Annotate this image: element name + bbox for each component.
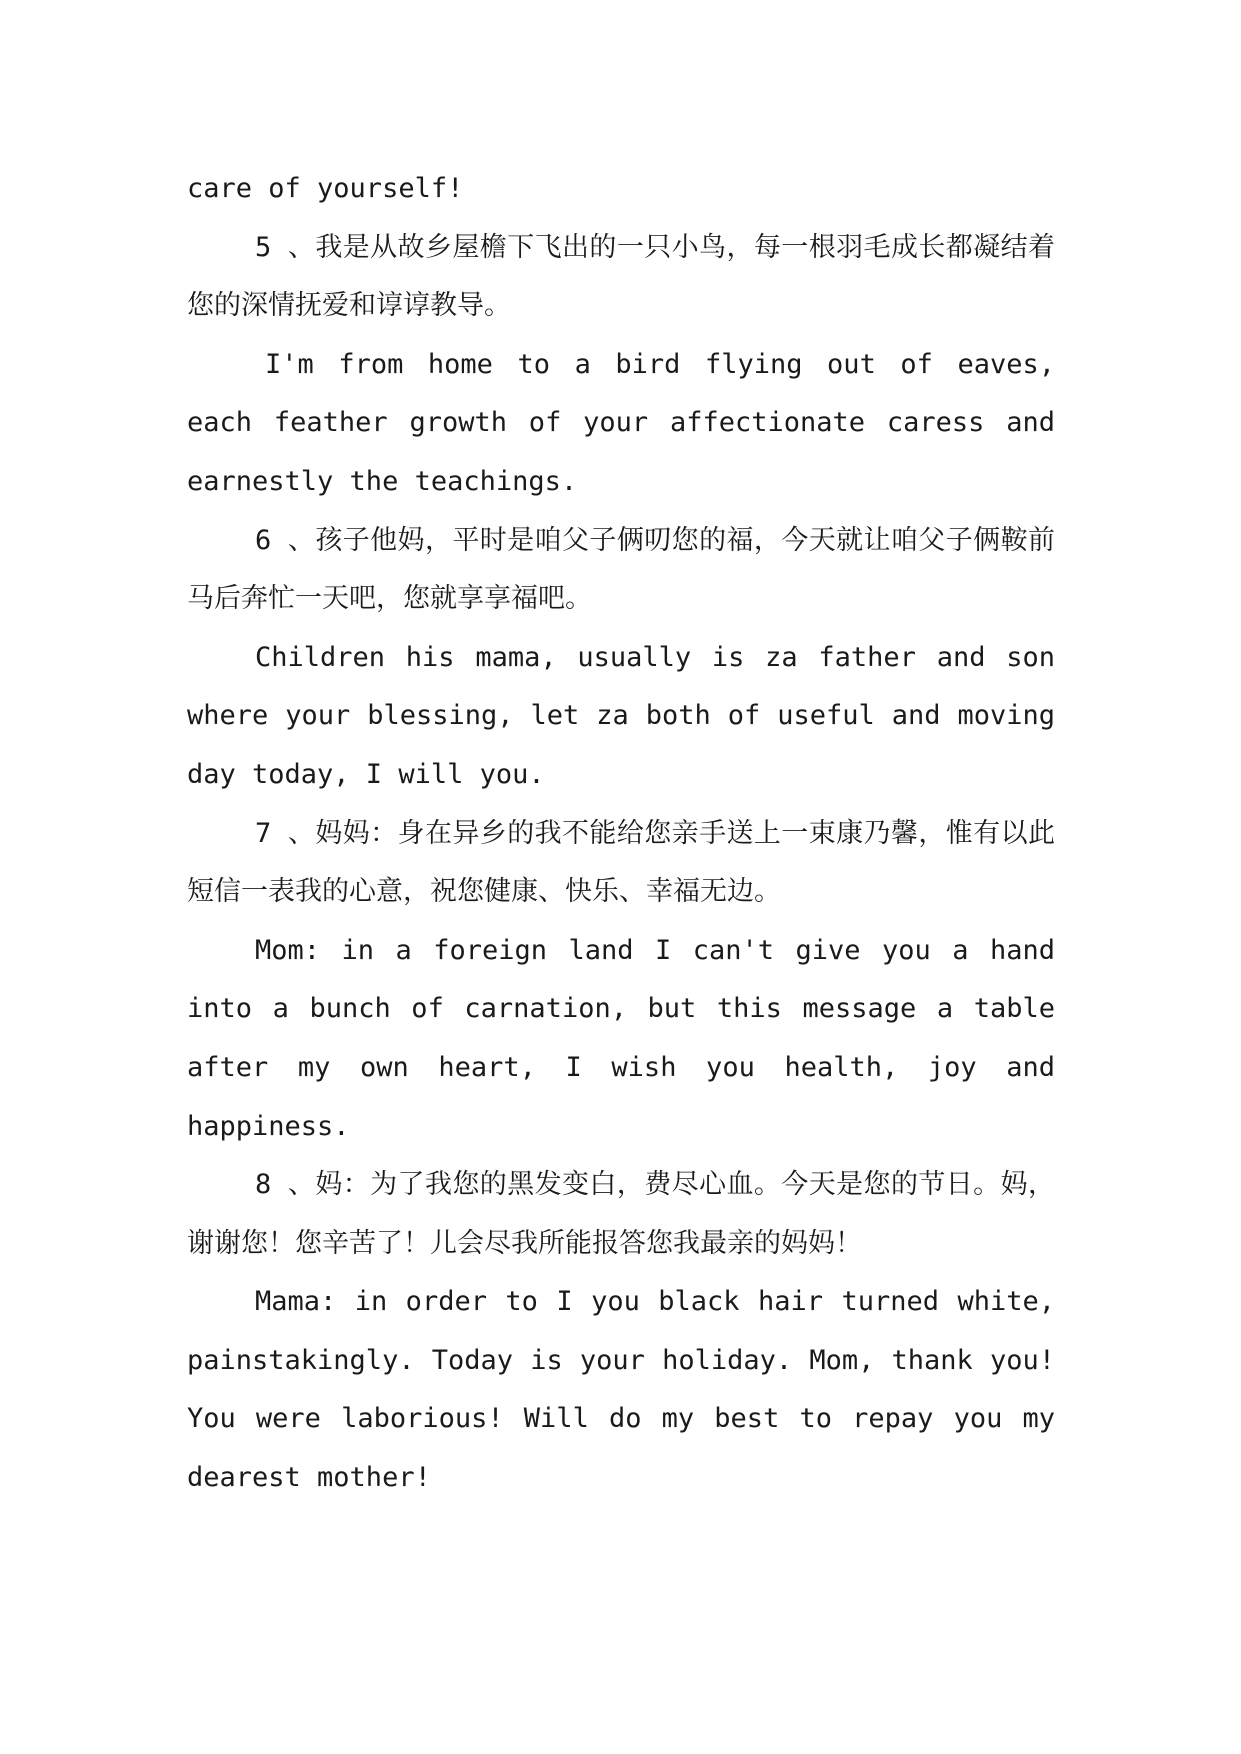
paragraph-item-5-chinese: 5 、我是从故乡屋檐下飞出的一只小鸟，每一根羽毛成长都凝结着您的深情抚爱和谆谆教导。 — [187, 231, 1055, 322]
paragraph-item-7-english: Mom: in a foreign land I can't give you a hand into a bunch of carnation, but this message a table after my own heart, I wish you health, joy and happiness. — [187, 934, 1055, 1142]
paragraph-item-7-chinese: 7 、妈妈：身在异乡的我不能给您亲手送上一束康乃馨，惟有以此短信一表我的心意，祝您健康、快乐、幸福无边。 — [187, 817, 1055, 908]
paragraph-item-6-chinese: 6 、孩子他妈，平时是咱父子俩叨您的福，今天就让咱父子俩鞍前马后奔忙一天吧，您就享享福吧。 — [187, 524, 1055, 615]
paragraph-item-8-chinese: 8 、妈：为了我您的黑发变白，费尽心血。今天是您的节日。妈，谢谢您！您辛苦了！儿会尽我所能报答您我最亲的妈妈！ — [187, 1169, 1055, 1259]
document-body — [187, 160, 1055, 1508]
paragraph-continuation: care of yourself! — [187, 173, 464, 204]
paragraph-item-5-english: I'm from home to a bird flying out of eaves, each feather growth of your affectionate caress and earnestly the teachings. — [187, 348, 1055, 497]
paragraph-item-6-english: Children his mama, usually is za father and son where your blessing, let za both of useful and moving day today, I will you. — [187, 641, 1055, 790]
paragraph-item-8-english: Mama: in order to I you black hair turned white, painstakingly. Today is your holiday. Mom, thank you! You were laborious! Will do my best to repay you my dearest mother! — [187, 1286, 1055, 1494]
